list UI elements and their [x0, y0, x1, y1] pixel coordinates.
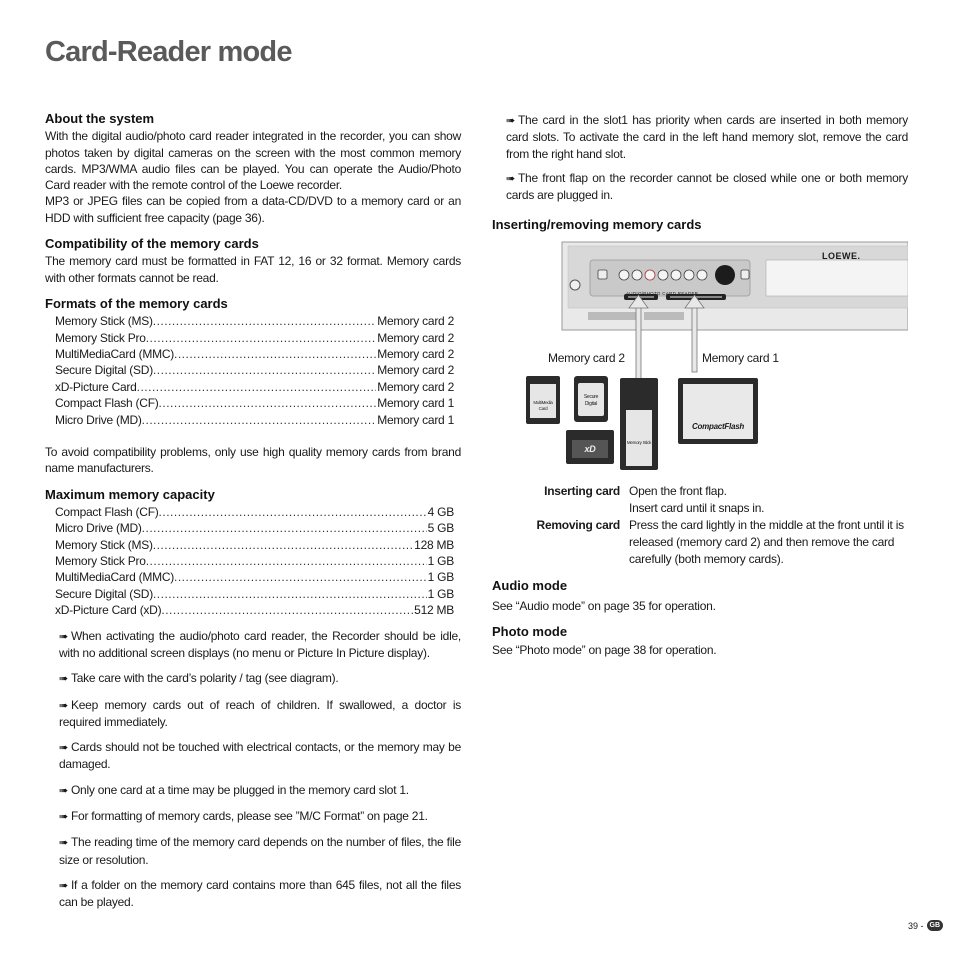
- format-name: Micro Drive (MD): [55, 412, 142, 427]
- arrow-right-icon: ➠: [59, 836, 68, 850]
- page-title: Card-Reader mode: [45, 36, 292, 68]
- capacity-name: xD-Picture Card (xD): [55, 603, 162, 618]
- capacity-name: Memory Stick Pro: [55, 554, 146, 569]
- flap-note: ➠ The front flap on the recorder cannot be closed while one or both memory cards are plugged in.: [506, 170, 908, 203]
- note-item: ➠ Cards should not be touched with electrical contacts, or the memory may be damaged.: [59, 740, 461, 772]
- instruction-text: Press the card lightly in the middle at the front until it is released (memory card 2) and then remove the card carefully (both memory cards).: [629, 517, 904, 566]
- arrow-right-icon: ➠: [59, 741, 68, 755]
- card-reader-diagram: [492, 240, 908, 475]
- format-slot: Memory card 2: [377, 330, 454, 345]
- capacity-row: [55, 537, 454, 553]
- insert-remove-instructions: [492, 483, 908, 568]
- format-slot: Memory card 1: [377, 412, 454, 427]
- formats-row: [55, 412, 454, 428]
- about-heading: About the system: [45, 111, 155, 126]
- ms-card-label: Memory Stick: [626, 439, 652, 445]
- format-slot: Memory card 2: [377, 347, 454, 362]
- note-item: ➠ For formatting of memory cards, please see ”M/C Format” on page 21.: [59, 809, 428, 823]
- audio-heading: Audio mode: [492, 577, 568, 593]
- photo-heading: Photo mode: [492, 624, 568, 640]
- audio-text: See “Audio mode” on page 35 for operation.: [492, 599, 716, 614]
- format-name: xD-Picture Card: [55, 379, 137, 394]
- capacity-name: Compact Flash (CF): [55, 504, 159, 519]
- capacity-name: Micro Drive (MD): [55, 521, 142, 536]
- sd-card-label: Secure Digital: [583, 393, 599, 407]
- format-name: Compact Flash (CF): [55, 396, 159, 411]
- format-name: Memory Stick Pro: [55, 330, 146, 345]
- instruction-label: Inserting card: [544, 483, 620, 498]
- right-column: [492, 112, 908, 658]
- formats-row: [55, 379, 454, 395]
- note-item: ➠ Take care with the card’s polarity / tag (see diagram).: [59, 671, 339, 686]
- slot-label: AUDIO/PHOTO CARD READER: [626, 290, 699, 296]
- capacity-name: Secure Digital (SD): [55, 586, 153, 601]
- format-slot: Memory card 2: [377, 314, 454, 329]
- note-item: ➠ Keep memory cards out of reach of children. If swallowed, a doctor is required immediately.: [59, 697, 461, 729]
- about-text-2: MP3 or JPEG files can be copied from a data-CD/DVD to a memory card or an HDD with sufficient free capacity (page 36).: [45, 194, 461, 225]
- capacity-value: 1 GB: [427, 570, 454, 585]
- instruction-text: Insert card until it snaps in.: [629, 500, 765, 515]
- capacity-name: MultiMediaCard (MMC): [55, 570, 175, 585]
- capacity-row: [55, 602, 454, 618]
- formats-row: [55, 330, 454, 346]
- inserting-heading: Inserting/removing memory cards: [492, 217, 702, 233]
- about-text-1: With the digital audio/photo card reader integrated in the recorder, you can show photos taken by digital cameras on the screen with the most common memory cards. MP3/WMA audio files can be played. You can operate the Audio/Photo Card reader with the remote control of the Loewe recorder.: [45, 129, 461, 193]
- format-slot: Memory card 1: [377, 396, 454, 411]
- formats-row: [55, 313, 454, 329]
- page-number: 39 -: [908, 920, 924, 931]
- capacity-list: [55, 504, 454, 619]
- arrow-right-icon: ➠: [59, 878, 68, 892]
- arrow-right-icon: ➠: [59, 810, 68, 823]
- capacity-value: 512 MB: [414, 603, 454, 618]
- formats-note: To avoid compatibility problems, only use high quality memory cards from brand name manufacturers.: [45, 445, 461, 476]
- mmc-card-label: MultiMedia Card: [533, 399, 553, 411]
- instruction-row: [492, 483, 908, 500]
- country-badge: GB: [927, 920, 944, 931]
- arrow-right-icon: ➠: [59, 629, 68, 643]
- note-item: ➠ The reading time of the memory card depends on the number of files, the file size or resolution.: [59, 835, 461, 867]
- capacity-value: 1 GB: [427, 554, 454, 569]
- instruction-text: Open the front flap.: [629, 483, 727, 498]
- arrow-right-icon: ➠: [506, 114, 515, 127]
- page-footer: [908, 920, 943, 931]
- capacity-value: 5 GB: [427, 521, 454, 536]
- instruction-row: [492, 500, 908, 517]
- arrow-right-icon: ➠: [506, 171, 515, 185]
- capacity-value: 4 GB: [427, 504, 454, 519]
- format-name: Memory Stick (MS): [55, 314, 153, 329]
- capacity-name: Memory Stick (MS): [55, 537, 153, 552]
- formats-heading: Formats of the memory cards: [45, 295, 228, 311]
- xd-card-label: xD: [584, 443, 596, 454]
- photo-text: See “Photo mode” on page 38 for operation.: [492, 642, 717, 657]
- capacity-heading: Maximum memory capacity: [45, 486, 215, 502]
- brand-logo: LOEWE.: [822, 250, 861, 261]
- instruction-label: Removing card: [536, 517, 620, 532]
- arrow-right-icon: ➠: [59, 672, 68, 686]
- arrow-right-icon: ➠: [59, 783, 68, 797]
- format-name: MultiMediaCard (MMC): [55, 347, 175, 362]
- compat-text: The memory card must be formatted in FAT 12, 16 or 32 format. Memory cards with other formats cannot be read.: [45, 254, 461, 285]
- capacity-row: [55, 504, 454, 520]
- formats-list: [55, 313, 454, 428]
- instruction-row: [492, 517, 908, 568]
- capacity-value: 1 GB: [427, 586, 454, 601]
- format-slot: Memory card 2: [377, 363, 454, 378]
- cf-card-label: CompactFlash: [691, 421, 745, 431]
- formats-row: [55, 362, 454, 378]
- instruction-label: [492, 500, 629, 517]
- formats-row: [55, 395, 454, 411]
- format-slot: Memory card 2: [377, 379, 454, 394]
- memory-card-2-label: Memory card 2: [548, 350, 625, 365]
- priority-note: ➠ The card in the slot1 has priority when cards are inserted in both memory card slots. To activate the card in the left hand memory slot, remove the card from the right hand slot.: [506, 113, 908, 161]
- note-item: ➠ Only one card at a time may be plugged in the memory card slot 1.: [59, 782, 409, 797]
- compat-heading: Compatibility of the memory cards: [45, 236, 259, 252]
- left-column: [45, 111, 461, 910]
- note-item: ➠ If a folder on the memory card contains more than 645 files, not all the files can be played.: [59, 877, 461, 910]
- note-item: ➠ When activating the audio/photo card reader, the Recorder should be idle, with no additional screen displays (no menu or Picture In Picture display).: [59, 628, 461, 660]
- arrow-right-icon: ➠: [59, 698, 68, 712]
- memory-card-1-label: Memory card 1: [702, 350, 779, 365]
- capacity-row: [55, 553, 454, 569]
- capacity-value: 128 MB: [414, 537, 454, 552]
- capacity-row: [55, 569, 454, 585]
- format-name: Secure Digital (SD): [55, 363, 153, 378]
- capacity-row: [55, 586, 454, 602]
- capacity-row: [55, 520, 454, 536]
- formats-row: [55, 346, 454, 362]
